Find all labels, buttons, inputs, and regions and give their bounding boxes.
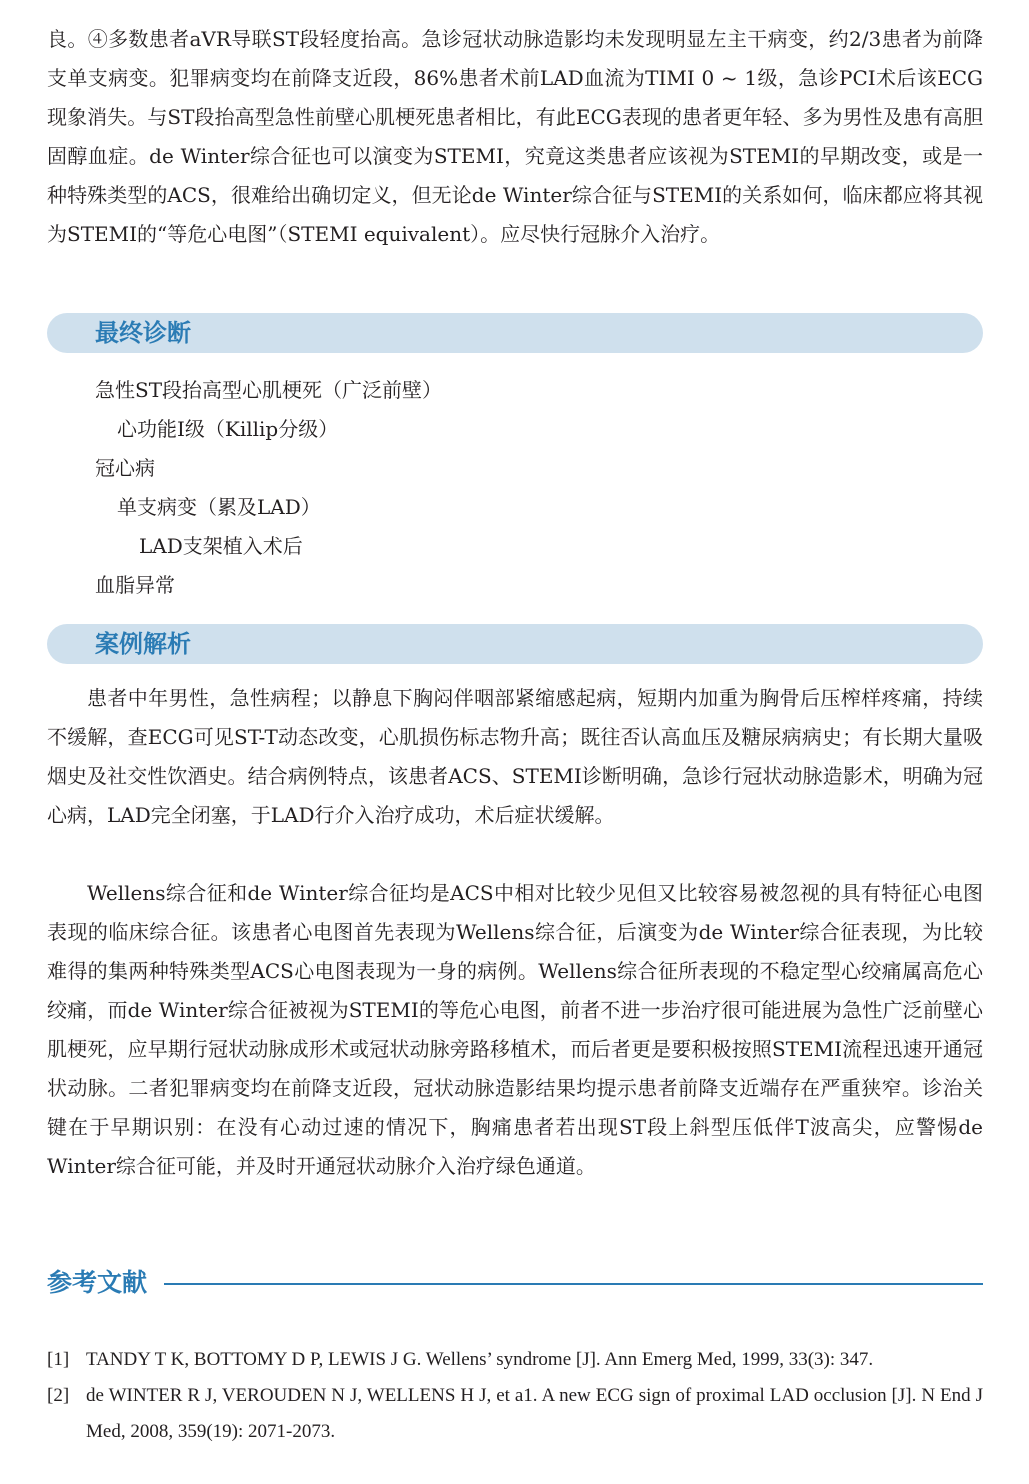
final-diagnosis-title: 最终诊断	[95, 319, 191, 347]
intro-paragraph: 良。④多数患者aVR导联ST段轻度抬高。急诊冠状动脉造影均未发现明显左主干病变，约2/3患者为前降支单支病变。犯罪病变均在前降支近段，86%患者术前LAD血流为TIMI 0 ~ 1级，急诊PCI术后该ECG现象消失。与ST段抬高型急性前壁心肌梗死患者相比，有此ECG表现的患者更年轻、多为男性及患有高胆固醇血症。de Winter综合征也可以演变为STEMI，究竟这类患者应该视为STEMI的早期改变，或是一种特殊类型的ACS，很难给出确切定义，但无论de Winter综合征与STEMI的关系如何，临床都应将其视为STEMI的“等危心电图”（STEMI equivalent）。应尽快行冠脉介入治疗。	[47, 27, 983, 246]
reference-number: [1]	[47, 1349, 70, 1370]
reference-number: [2]	[47, 1385, 70, 1406]
diagnosis-item: 心功能Ⅰ级（Killip分级）	[117, 417, 339, 441]
reference-item	[47, 1342, 983, 1378]
diagnosis-item: 急性ST段抬高型心肌梗死（广泛前壁）	[95, 378, 443, 402]
case-analysis-title: 案例解析	[95, 630, 191, 658]
references-title: 参考文献	[47, 1268, 148, 1297]
diagnosis-item: LAD支架植入术后	[139, 534, 303, 558]
final-diagnosis-header	[47, 313, 983, 353]
diagnosis-item: 冠心病	[95, 456, 155, 480]
case-analysis-paragraph: Wellens综合征和de Winter综合征均是ACS中相对比较少见但又比较容易被忽视的具有特征心电图表现的临床综合征。该患者心电图首先表现为Wellens综合征，后演变为de Winter综合征表现，为比较难得的集两种特殊类型ACS心电图表现为一身的病例。Wellens综合征所表现的不稳定型心绞痛属高危心绞痛，而de Winter综合征被视为STEMI的等危心电图，前者不进一步治疗很可能进展为急性广泛前壁心肌梗死，应早期行冠状动脉成形术或冠状动脉旁路移植术，而后者更是要积极按照STEMI流程迅速开通冠状动脉。二者犯罪病变均在前降支近段，冠状动脉造影结果均提示患者前降支近端存在严重狭窄。诊治关键在于早期识别：在没有心动过速的情况下，胸痛患者若出现ST段上斜型压低伴T波高尖，应警惕de Winter综合征可能，并及时开通冠状动脉介入治疗绿色通道。	[47, 881, 983, 1178]
case-analysis-paragraph: 患者中年男性，急性病程；以静息下胸闷伴咽部紧缩感起病，短期内加重为胸骨后压榨样疼痛，持续不缓解，查ECG可见ST-T动态改变，心肌损伤标志物升高；既往否认高血压及糖尿病病史；有长期大量吸烟史及社交性饮酒史。结合病例特点，该患者ACS、STEMI诊断明确，急诊行冠状动脉造影术，明确为冠心病，LAD完全闭塞，于LAD行介入治疗成功，术后症状缓解。	[47, 686, 983, 827]
diagnosis-item: 单支病变（累及LAD）	[117, 495, 321, 519]
reference-text: de WINTER R J, VEROUDEN N J, WELLENS H J, et a1. A new ECG sign of proximal LAD occlusion [J]. N End J Med, 2008, 359(19): 2071-2073.	[86, 1385, 983, 1442]
case-analysis-header	[47, 624, 983, 664]
references-divider	[164, 1283, 983, 1285]
reference-item	[47, 1378, 983, 1450]
reference-list	[47, 1342, 983, 1450]
references-header	[47, 1264, 983, 1304]
reference-text: TANDY T K, BOTTOMY D P, LEWIS J G. Wellens’ syndrome [J]. Ann Emerg Med, 1999, 33(3): 347.	[86, 1349, 874, 1370]
diagnosis-item: 血脂异常	[95, 573, 175, 597]
